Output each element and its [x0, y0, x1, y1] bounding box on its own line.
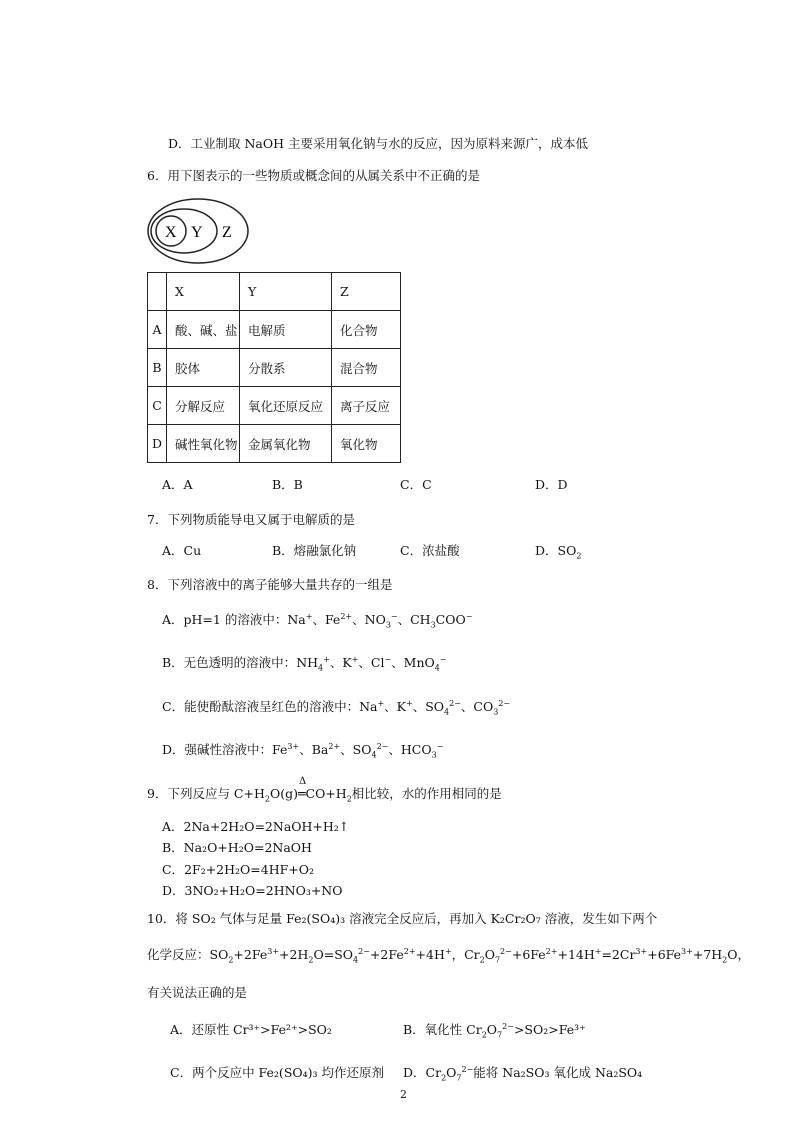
q9-option-a: A．2Na+2H₂O=2NaOH+H₂↑ — [162, 819, 350, 834]
q6-option-d: D．D — [535, 477, 568, 492]
cell-x: 分解反应 — [167, 387, 240, 425]
table-row — [148, 387, 401, 425]
q9-option-d: D．3NO₂+H₂O=2HNO₃+NO — [162, 883, 343, 898]
q10-stem-line3: 有关说法正确的是 — [147, 985, 248, 1000]
q7-option-a: A．Cu — [162, 543, 202, 558]
q6-option-c: C．C — [400, 477, 432, 492]
q6-option-a: A．A — [162, 477, 193, 492]
cell-y: 分散系 — [240, 349, 332, 387]
q8-option-c: C．能使酚酞溶液呈红色的溶液中：Na+、K+、$SO_4^{2-}$、$CO_3^{2-}$ — [162, 698, 511, 717]
cell-z: 氧化物 — [332, 425, 401, 463]
venn-z-label: Z — [222, 224, 232, 241]
cell-z: 混合物 — [332, 349, 401, 387]
q9-option-b: B．Na₂O+H₂O=2NaOH — [162, 840, 312, 855]
q10-option-c: C．两个反应中 Fe₂(SO₄)₃ 均作还原剂 — [170, 1065, 384, 1080]
q7-option-d: D．$SO_2$ — [535, 543, 582, 561]
q8-stem: 8．下列溶液中的离子能够大量共存的一组是 — [147, 577, 393, 592]
venn-y-label: Y — [191, 224, 203, 241]
table-row — [148, 425, 401, 463]
q9-option-c: C．2F₂+2H₂O=4HF+O₂ — [162, 862, 315, 877]
q10-option-d: D．$Cr_2O_7^{2-}$能将 Na₂SO₃ 氧化成 Na₂SO₄ — [403, 1064, 643, 1083]
q8-option-d: D．强碱性溶液中：$Fe^{3+}$、$Ba^{2+}$、$SO_4^{2-}$、$HCO_3^-$ — [162, 741, 444, 760]
q5-option-d: D．工业制取 NaOH 主要采用氧化钠与水的反应，因为原料来源广，成本低 — [168, 136, 589, 151]
q9-stem: 9．下列反应与 $C+H_2O(g)$ Δ $═CO+H_2$相比较，水的作用相同的是 — [147, 776, 502, 804]
cell-z: 离子反应 — [332, 387, 401, 425]
cell-z: 化合物 — [332, 311, 401, 349]
q10-option-a: A．还原性 Cr³⁺>Fe²⁺>SO₂ — [170, 1022, 332, 1037]
row-label: D — [148, 425, 167, 463]
q7-option-c: C．浓盐酸 — [400, 543, 460, 558]
q10-option-b: B．氧化性 $Cr_2O_7^{2-}>SO_2>Fe^{3+}$ — [403, 1021, 586, 1040]
q10-stem-line1: 10．将 SO₂ 气体与足量 Fe₂(SO₄)₃ 溶液完全反应后，再加入 K₂Cr₂O₇ 溶液，发生如下两个 — [147, 911, 658, 926]
table-row — [148, 311, 401, 349]
page-number: 2 — [400, 1088, 407, 1101]
cell-x: 酸、碱、盐 — [167, 311, 240, 349]
q6-stem: 6．用下图表示的一些物质或概念间的从属关系中不正确的是 — [147, 168, 480, 183]
q6-option-b: B．B — [272, 477, 303, 492]
q7-stem: 7．下列物质能导电又属于电解质的是 — [147, 512, 355, 527]
cell-y: 氧化还原反应 — [240, 387, 332, 425]
row-label: C — [148, 387, 167, 425]
header-y: Y — [240, 273, 332, 311]
table-row — [148, 349, 401, 387]
cell-y: 电解质 — [240, 311, 332, 349]
table-header-row — [148, 273, 401, 311]
q6-table — [147, 272, 401, 463]
q8-option-a: A．pH=1 的溶液中：Na+、$Fe^{2+}$、$NO_3^-$、$CH_3COO^-$ — [162, 611, 473, 630]
cell-x: 碱性氧化物 — [167, 425, 240, 463]
row-label: B — [148, 349, 167, 387]
cell-y: 金属氧化物 — [240, 425, 332, 463]
q8-option-b: B．无色透明的溶液中：$NH_4^+$、K+、Cl−、MnO$_4$− — [162, 654, 447, 673]
header-x: X — [167, 273, 240, 311]
q7-option-b: B．熔融氯化钠 — [272, 543, 357, 558]
q10-stem-line2: 化学反应：$SO_2+2Fe^{3+}+2H_2O=SO_4^{2-}+2Fe^{2+}+4H^+$，$Cr_2O_7^{2-}+6Fe^{2+}+14H^+=2Cr^{3+}+6Fe^{3+}+7H_2O$， — [147, 946, 751, 965]
venn-y-ellipse — [151, 209, 217, 253]
venn-x-label: X — [165, 224, 177, 241]
venn-diagram — [146, 197, 250, 265]
header-z: Z — [332, 273, 401, 311]
row-label: A — [148, 311, 167, 349]
cell-x: 胶体 — [167, 349, 240, 387]
